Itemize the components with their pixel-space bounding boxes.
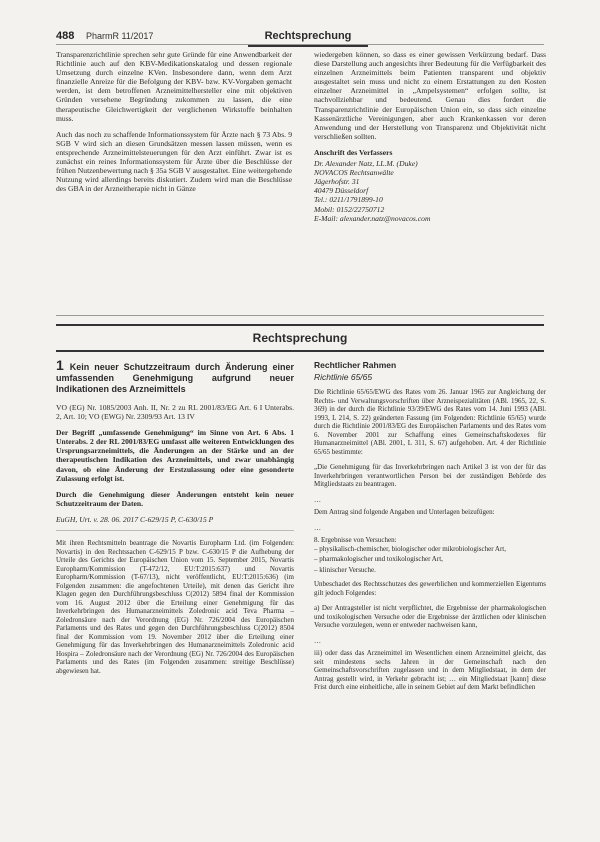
case-title: Kein neuer Schutzzeitraum durch Änderung einer umfassenden Genehmigung aufgrund neuer Indikationen des Arzneimittels bbox=[56, 362, 294, 394]
list-item: – physikalisch-chemischer, biologischer oder mikrobiologischer Art, bbox=[314, 544, 506, 553]
author-address bbox=[314, 148, 546, 223]
page-number: 488 bbox=[56, 30, 75, 42]
author-line: Jägerhofstr. 31 bbox=[314, 177, 360, 187]
paragraph: iii) oder dass das Arzneimittel im Wesentlichen einem Arzneimittel gleicht, das seit mindestens sechs Jahren in der Gemeinschaft nach den Gemeinschaftsvorschriften zugelassen und in dem Mitgliedstaat, in dem der Antrag gestellt wird, in Verkehr gebracht ist; … ein Mitgliedstaat [kann] diese Frist durch eine einheitliche, alle in seinem Gebiet auf dem Markt befindlichen bbox=[314, 649, 546, 691]
author-heading: Anschrift des Verfassers bbox=[314, 147, 393, 157]
ellipsis: … bbox=[314, 636, 321, 645]
paragraph: Dem Antrag sind folgende Angaben und Unterlagen beizufügen: bbox=[314, 508, 495, 516]
quote: „Die Genehmigung für das Inverkehrbringen nach Artikel 3 ist von der für das Inverkehrbringen verantwortlichen Person bei der zuständigen Behörde des Mitgliedstaats zu beantragen. bbox=[314, 463, 546, 488]
subsection-subheading: Richtlinie 65/65 bbox=[314, 372, 373, 382]
author-email: E-Mail: alexander.natz@novacos.com bbox=[314, 213, 431, 223]
author-line: Mobil: 0152/22750712 bbox=[314, 204, 385, 214]
list-item: – pharmakologischer und toxikologischer Art, bbox=[314, 555, 443, 563]
section-heading: Rechtsprechung bbox=[248, 28, 368, 47]
case-column bbox=[56, 357, 294, 682]
paragraph: Auch das noch zu schaffende Informationssystem für Ärzte nach § 73 Abs. 9 SGB V wird sich an diesen Grundsätzen messen lassen müssen, wenn es entsprechende Arzneimittelsteuerungen für den Arzt einführt. Zwar ist es zunächst ein reines Informationssystem für Ärzte über die Beschlüsse der frühen Nutzenbewertung nach § 35a SGB V ausgestaltet. Eine weitergehende Nutzung wird allerdings bereits diskutiert. Zudem wird man die Beschlüsse des GBA in der Arzneitherapie nicht in Gänze bbox=[56, 129, 292, 194]
author-line: 40479 Düsseldorf bbox=[314, 186, 369, 196]
court-citation: EuGH, Urt. v. 28. 06. 2017 C-629/15 P, C-630/15 P bbox=[56, 515, 294, 531]
legal-framework-column bbox=[314, 360, 546, 699]
paragraph: a) Der Antragsteller ist nicht verpflichtet, die Ergebnisse der pharmakologischen und toxikologischen Versuche oder die Ergebnisse der ärztlichen oder klinischen Versuche vorzulegen, wenn er entweder nachweisen kann, bbox=[314, 604, 546, 629]
ellipsis: … bbox=[314, 523, 321, 532]
paragraph: Die Richtlinie 65/65/EWG des Rates vom 26. Januar 1965 zur Angleichung der Rechts- und Verwaltungsvorschriften über Arzneispezialitäten (ABl. 1965, 22, S. 369) in der durch die Richtlinie 93/39/EWG des Rates vom 14. Juni 1993 (ABl. 1993, L 214, S. 22) geänderten Fassung (im Folgenden: Richtlinie 65/65) wurde durch die Richtlinie 2001/83/EG des Europäischen Parlaments und des Rates vom 6. November 2001 zur Schaffung eines Gemeinschaftskodexes für Humanarzneimittel (ABl. 2001, L 311, S. 67) aufgehoben. Art. 4 der Richtlinie 65/65 bestimmte: bbox=[314, 388, 546, 456]
legal-references: VO (EG) Nr. 1085/2003 Anh. II, Nr. 2 zu RL 2001/83/EG Art. 6 I Unterabs. 2, Art. 10; VO (EWG) Nr. 2309/93 Art. 13 IV bbox=[56, 403, 294, 422]
paragraph: Transparenzrichtlinie sprechen sehr gute Gründe für eine Anwendbarkeit der Richtlinie auch auf den KBV-Medikationskatalog und dessen regionale Umsetzung durch einzelne KVen. Insbesondere dann, wenn dem Arzt finanzielle Anreize für die Befolgung der KBV- bzw. KV-Vorgaben gemacht werden, ist dem betroffenen Arzneimittelhersteller eine mit objektiven Gründen versehene Begründung zukommen zu lassen, die eine therapeutische Gleichwertigkeit der verglichenen Wirkstoffe beinhalten muss. bbox=[56, 50, 292, 123]
author-line: Tel.: 0211/1791899-10 bbox=[314, 195, 383, 205]
results-list bbox=[314, 545, 546, 575]
case-number: 1 bbox=[56, 357, 64, 373]
top-left-column bbox=[56, 50, 292, 200]
author-line: Dr. Alexander Natz, LL.M. (Duke) bbox=[314, 159, 418, 169]
header-rule bbox=[56, 44, 544, 45]
list-heading: 8. Ergebnisse von Versuchen: bbox=[314, 536, 397, 544]
subsection-heading: Rechtlicher Rahmen bbox=[314, 360, 397, 370]
top-right-column bbox=[314, 50, 546, 223]
paragraph: wiedergeben können, so dass es einer gewissen Verkürzung bedarf. Dass diese Darstellung auch angesichts ihrer Bedeutung für die Verfügbarkeit des einzelnen Arzneimittels beim Patienten transparent und objektiv ausgestaltet sein muss und nicht zu einem Erstattungen zu den Kosten einzelner Arzneimittel in „Ampelsystemen“ erfolgen sollte, ist nachvollziehbar und bedeutend. Genau dies fordert die Transparenzrichtlinie der Europäischen Union ein, so dass sich einzelne Kassenärztliche Vereinigungen, aber auch Krankenkassen vor deren Anwendung und der Herstellung von Transparenz und Objektivität nicht verschließen sollten. bbox=[314, 50, 546, 141]
case-heading bbox=[56, 357, 294, 395]
headnote: Durch die Genehmigung dieser Änderungen entsteht kein neuer Schutzzeitraum der Daten. bbox=[56, 489, 294, 508]
list-item: – klinischer Versuche. bbox=[314, 565, 376, 574]
author-line: NOVACOS Rechtsanwälte bbox=[314, 168, 394, 178]
case-facts: Mit ihren Rechtsmitteln beantrage die Novartis Europharm Ltd. (im Folgenden: Novartis) in den Rechtssachen C-629/15 P bzw. C-630/15 P die Aufhebung der Urteile des Gerichts der Europäischen Union vom 15. September 2015, Novartis Europharm/Kommission (T-472/12, EU:T:2015:637) und Novartis Europharm/Kommission (T-67/13), nicht veröffentlicht, EU:T:2015:636) (im Folgenden zusammen: die angefochtenen Urteile), mit denen das Gericht ihre Klagen gegen den Durchführungsbeschluss C(2012) 5894 final der Kommission vom 16. August 2012 über die Erteilung einer Genehmigung für das Inverkehrbringen des Humanarzneimittels Zoledronic acid Teva Pharma – Zoledronsäure nach der Verordnung (EG) Nr. 726/2004 des Europäischen Parlaments und des Rates und gegen den Durchführungsbeschluss C(2012) 8504 final der Kommission vom 19. November 2012 über die Erteilung einer Genehmigung für das Inverkehrbringen des Humanarzneimittels Zoledronic acid Hospira – Zoledronsäure nach der Verordnung (EG) Nr. 726/2004 des Europäischen Parlaments und des Rates (im Folgenden zusammen: streitige Beschlüsse) abgewiesen hat. bbox=[56, 539, 294, 675]
ellipsis: … bbox=[314, 495, 321, 504]
section-divider bbox=[56, 315, 544, 316]
journal-issue: PharmR 11/2017 bbox=[86, 31, 154, 41]
paragraph: Unbeschadet des Rechtsschutzes des gewerblichen und kommerziellen Eigentums gilt jedoch Folgendes: bbox=[314, 580, 546, 597]
headnote: Der Begriff „umfassende Genehmigung“ im Sinne von Art. 6 Abs. 1 Unterabs. 2 der RL 2001/83/EG umfasst alle weiteren Entwicklungen des Ursprungsarzneimittels, die Änderungen an der Stärke und an der therapeutischen Indikation des Arzneimittels, und zwar unabhängig davon, ob eine Änderung der Erstzulassung oder eine gesonderte Zulassung erfolgt ist. bbox=[56, 428, 294, 483]
section-band-title: Rechtsprechung bbox=[56, 324, 544, 352]
